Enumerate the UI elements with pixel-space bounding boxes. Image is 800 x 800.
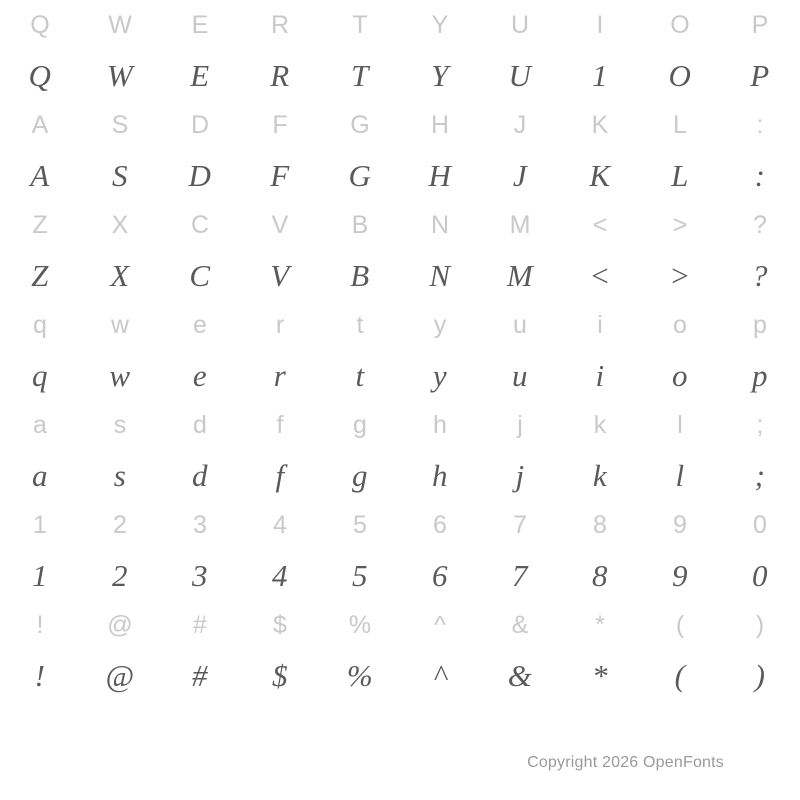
- sample-glyph: k: [592, 457, 608, 493]
- reference-glyph: !: [36, 610, 44, 639]
- sample-glyph: F: [270, 157, 290, 193]
- sample-glyph: p: [752, 357, 768, 393]
- reference-glyph: e: [193, 310, 207, 339]
- sample-glyph: 0: [752, 557, 768, 593]
- sample-glyph: !: [34, 657, 46, 693]
- sample-glyph: 7: [512, 557, 528, 593]
- sample-glyph: e: [192, 357, 208, 393]
- sample-glyph: o: [672, 357, 688, 393]
- reference-glyph: q: [33, 310, 47, 339]
- sample-glyph: G: [348, 157, 372, 193]
- reference-glyph: Q: [30, 10, 50, 39]
- sample-glyph: u: [512, 357, 528, 393]
- sample-glyph: V: [270, 257, 290, 293]
- reference-glyph: s: [113, 410, 127, 439]
- sample-glyph: X: [110, 257, 130, 293]
- sample-glyph: Q: [28, 57, 52, 93]
- sample-glyph: i: [595, 357, 605, 393]
- reference-glyph: g: [353, 410, 367, 439]
- reference-glyph: ;: [756, 410, 764, 439]
- reference-glyph: U: [510, 10, 530, 39]
- copyright-notice: Copyright 2026 OpenFonts: [527, 754, 724, 771]
- reference-glyph: L: [673, 110, 687, 139]
- sample-glyph: T: [351, 57, 369, 93]
- sample-glyph: R: [270, 57, 290, 93]
- reference-glyph: X: [111, 210, 129, 239]
- reference-glyph: V: [271, 210, 289, 239]
- sample-glyph: S: [112, 157, 128, 193]
- sample-glyph: H: [428, 157, 452, 193]
- reference-glyph: Z: [32, 210, 48, 239]
- reference-glyph: F: [272, 110, 288, 139]
- sample-glyph: 6: [432, 557, 448, 593]
- reference-glyph: f: [276, 410, 284, 439]
- reference-glyph: t: [356, 310, 364, 339]
- reference-glyph: S: [111, 110, 129, 139]
- reference-glyph: 3: [193, 510, 207, 539]
- reference-glyph: 1: [33, 510, 47, 539]
- sample-glyph: >: [669, 257, 691, 293]
- sample-glyph: 8: [592, 557, 608, 593]
- sample-glyph: ^: [433, 657, 447, 693]
- reference-glyph: ^: [434, 610, 446, 639]
- reference-glyph: 2: [113, 510, 127, 539]
- sample-glyph: f: [275, 457, 285, 493]
- reference-glyph: (: [675, 610, 685, 639]
- sample-glyph: ;: [754, 457, 766, 493]
- sample-glyph: O: [668, 57, 692, 93]
- reference-glyph: %: [348, 610, 372, 639]
- sample-glyph: E: [190, 57, 210, 93]
- reference-glyph: C: [190, 210, 210, 239]
- reference-glyph: 6: [433, 510, 447, 539]
- reference-glyph: 4: [273, 510, 287, 539]
- reference-glyph: k: [593, 410, 607, 439]
- sample-glyph: r: [273, 357, 287, 393]
- sample-glyph: J: [512, 157, 528, 193]
- sample-glyph: <: [589, 257, 611, 293]
- sample-glyph: B: [350, 257, 370, 293]
- reference-glyph: P: [751, 10, 769, 39]
- sample-glyph: a: [32, 457, 48, 493]
- sample-glyph: 3: [192, 557, 208, 593]
- reference-glyph: G: [350, 110, 370, 139]
- reference-glyph: K: [591, 110, 609, 139]
- sample-glyph: d: [192, 457, 208, 493]
- sample-glyph: &: [507, 657, 533, 693]
- sample-glyph: h: [432, 457, 448, 493]
- reference-glyph: E: [191, 10, 209, 39]
- sample-glyph: U: [508, 57, 532, 93]
- sample-glyph: g: [352, 457, 368, 493]
- sample-glyph: A: [30, 157, 50, 193]
- reference-glyph: H: [430, 110, 450, 139]
- sample-glyph: w: [109, 357, 131, 393]
- reference-glyph: i: [597, 310, 603, 339]
- reference-glyph: p: [753, 310, 767, 339]
- sample-glyph: j: [515, 457, 525, 493]
- sample-glyph: @: [105, 657, 135, 693]
- sample-glyph: :: [754, 157, 766, 193]
- reference-glyph: w: [110, 310, 130, 339]
- reference-glyph: ?: [753, 210, 767, 239]
- sample-glyph: t: [355, 357, 365, 393]
- reference-glyph: >: [672, 210, 688, 239]
- reference-glyph: j: [517, 410, 523, 439]
- reference-glyph: M: [509, 210, 531, 239]
- sample-glyph: M: [506, 257, 534, 293]
- reference-glyph: R: [270, 10, 290, 39]
- sample-glyph: 4: [272, 557, 288, 593]
- sample-glyph: *: [592, 657, 608, 693]
- sample-glyph: 1: [32, 557, 48, 593]
- sample-glyph: D: [188, 157, 212, 193]
- reference-glyph: #: [193, 610, 207, 639]
- reference-glyph: @: [107, 610, 133, 639]
- reference-glyph: y: [433, 310, 447, 339]
- reference-glyph: I: [596, 10, 604, 39]
- reference-glyph: A: [31, 110, 49, 139]
- sample-glyph: K: [589, 157, 611, 193]
- sample-glyph: 2: [112, 557, 128, 593]
- sample-glyph: l: [675, 457, 685, 493]
- sample-glyph: 5: [352, 557, 368, 593]
- reference-glyph: $: [273, 610, 287, 639]
- reference-glyph: 0: [753, 510, 767, 539]
- reference-glyph: ): [755, 610, 765, 639]
- reference-glyph: Y: [431, 10, 449, 39]
- sample-glyph: %: [346, 657, 374, 693]
- reference-glyph: T: [352, 10, 368, 39]
- sample-glyph: Y: [431, 57, 449, 93]
- reference-glyph: J: [513, 110, 527, 139]
- sample-glyph: #: [192, 657, 208, 693]
- reference-glyph: 8: [593, 510, 607, 539]
- sample-glyph: $: [272, 657, 288, 693]
- reference-glyph: h: [433, 410, 447, 439]
- sample-glyph: (: [674, 657, 686, 693]
- sample-glyph: P: [750, 57, 770, 93]
- sample-glyph: 9: [672, 557, 688, 593]
- sample-glyph: C: [189, 257, 211, 293]
- sample-glyph: y: [432, 357, 448, 393]
- reference-glyph: D: [190, 110, 210, 139]
- reference-glyph: r: [275, 310, 285, 339]
- reference-glyph: 9: [673, 510, 687, 539]
- reference-glyph: &: [511, 610, 529, 639]
- sample-glyph: q: [32, 357, 48, 393]
- reference-glyph: d: [193, 410, 207, 439]
- sample-glyph: ): [754, 657, 766, 693]
- sample-glyph: 1: [592, 57, 608, 93]
- reference-glyph: O: [670, 10, 690, 39]
- reference-glyph: u: [513, 310, 527, 339]
- sample-glyph: s: [113, 457, 127, 493]
- reference-glyph: o: [673, 310, 687, 339]
- reference-glyph: *: [595, 610, 605, 639]
- reference-glyph: l: [677, 410, 683, 439]
- sample-glyph: W: [106, 57, 134, 93]
- reference-glyph: 7: [513, 510, 527, 539]
- sample-glyph: ?: [752, 257, 768, 293]
- reference-glyph: :: [756, 110, 764, 139]
- sample-glyph: L: [671, 157, 689, 193]
- reference-glyph: 5: [353, 510, 367, 539]
- reference-glyph: N: [430, 210, 450, 239]
- reference-glyph: B: [351, 210, 369, 239]
- sample-glyph: N: [429, 257, 451, 293]
- sample-glyph: Z: [31, 257, 49, 293]
- reference-glyph: <: [592, 210, 608, 239]
- reference-glyph: a: [33, 410, 47, 439]
- reference-glyph: W: [108, 10, 132, 39]
